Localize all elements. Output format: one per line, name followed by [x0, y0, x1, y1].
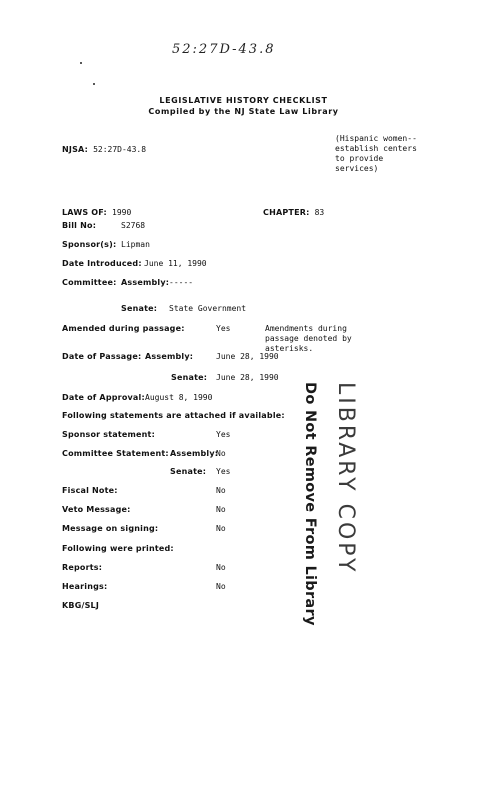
veto-message-label: Veto Message: [62, 505, 131, 514]
description-note: (Hispanic women--establish centers to provide services) [335, 134, 417, 173]
chapter-value: 83 [314, 208, 325, 217]
date-of-approval-value: August 8, 1990 [145, 393, 213, 402]
committee-assembly-value: ----- [169, 278, 194, 287]
date-of-approval-label: Date of Approval: [62, 393, 145, 402]
amended-label: Amended during passage: [62, 324, 185, 333]
laws-of-value: 1990 [112, 208, 132, 217]
committee-statement-senate-value: Yes [216, 467, 231, 476]
library-stamp-copy: LIBRARY COPY [333, 382, 358, 575]
passage-senate-label: Senate: [171, 373, 208, 382]
sponsors-value: Lipman [121, 240, 150, 249]
printed-heading: Following were printed: [62, 544, 174, 553]
reports-value: No [216, 563, 226, 572]
date-introduced-label: Date Introduced: [62, 259, 142, 268]
date-introduced-value: June 11, 1990 [144, 259, 207, 268]
reports-label: Reports: [62, 563, 103, 572]
committee-senate-label: Senate: [121, 304, 158, 313]
fiscal-note-label: Fiscal Note: [62, 486, 118, 495]
njsa-row [62, 137, 146, 156]
message-on-signing-value: No [216, 524, 226, 533]
bill-no-value: S2768 [121, 221, 146, 230]
committee-label: Committee: [62, 278, 117, 287]
handwritten-reference: 52:27D-43.8 [172, 42, 276, 57]
statements-heading: Following statements are attached if available: [62, 411, 285, 420]
committee-statement-assembly-value: No [216, 449, 226, 458]
njsa-label: NJSA: [62, 145, 88, 154]
document-title: LEGISLATIVE HISTORY CHECKLIST [159, 96, 328, 105]
passage-senate-value: June 28, 1990 [216, 373, 279, 382]
laws-of-row [62, 200, 131, 219]
committee-assembly-label: Assembly: [121, 278, 170, 287]
sponsor-statement-label: Sponsor statement: [62, 430, 155, 439]
speck-mark [93, 83, 95, 85]
speck-mark [80, 62, 82, 64]
amended-note: Amendments during passage denoted by asterisks. [265, 324, 352, 353]
hearings-value: No [216, 582, 226, 591]
committee-senate-value: State Government [169, 304, 247, 313]
laws-of-label: LAWS OF: [62, 208, 107, 217]
bill-no-label: Bill No: [62, 221, 97, 230]
chapter-row [263, 200, 324, 219]
passage-assembly-value: June 28, 1990 [216, 352, 279, 361]
committee-statement-label: Committee Statement: [62, 449, 169, 458]
initials: KBG/SLJ [62, 601, 100, 610]
amended-value: Yes [216, 324, 231, 333]
library-stamp-remove: Do Not Remove From Library [302, 382, 318, 626]
chapter-label: CHAPTER: [263, 208, 310, 217]
committee-statement-assembly-label: Assembly: [170, 449, 219, 458]
sponsors-label: Sponsor(s): [62, 240, 117, 249]
veto-message-value: No [216, 505, 226, 514]
committee-statement-senate-label: Senate: [170, 467, 207, 476]
fiscal-note-value: No [216, 486, 226, 495]
message-on-signing-label: Message on signing: [62, 524, 159, 533]
hearings-label: Hearings: [62, 582, 108, 591]
passage-assembly-label: Assembly: [145, 352, 194, 361]
document-subtitle: Compiled by the NJ State Law Library [148, 107, 339, 116]
sponsor-statement-value: Yes [216, 430, 231, 439]
date-of-passage-label: Date of Passage: [62, 352, 142, 361]
njsa-value: 52:27D-43.8 [93, 145, 147, 154]
